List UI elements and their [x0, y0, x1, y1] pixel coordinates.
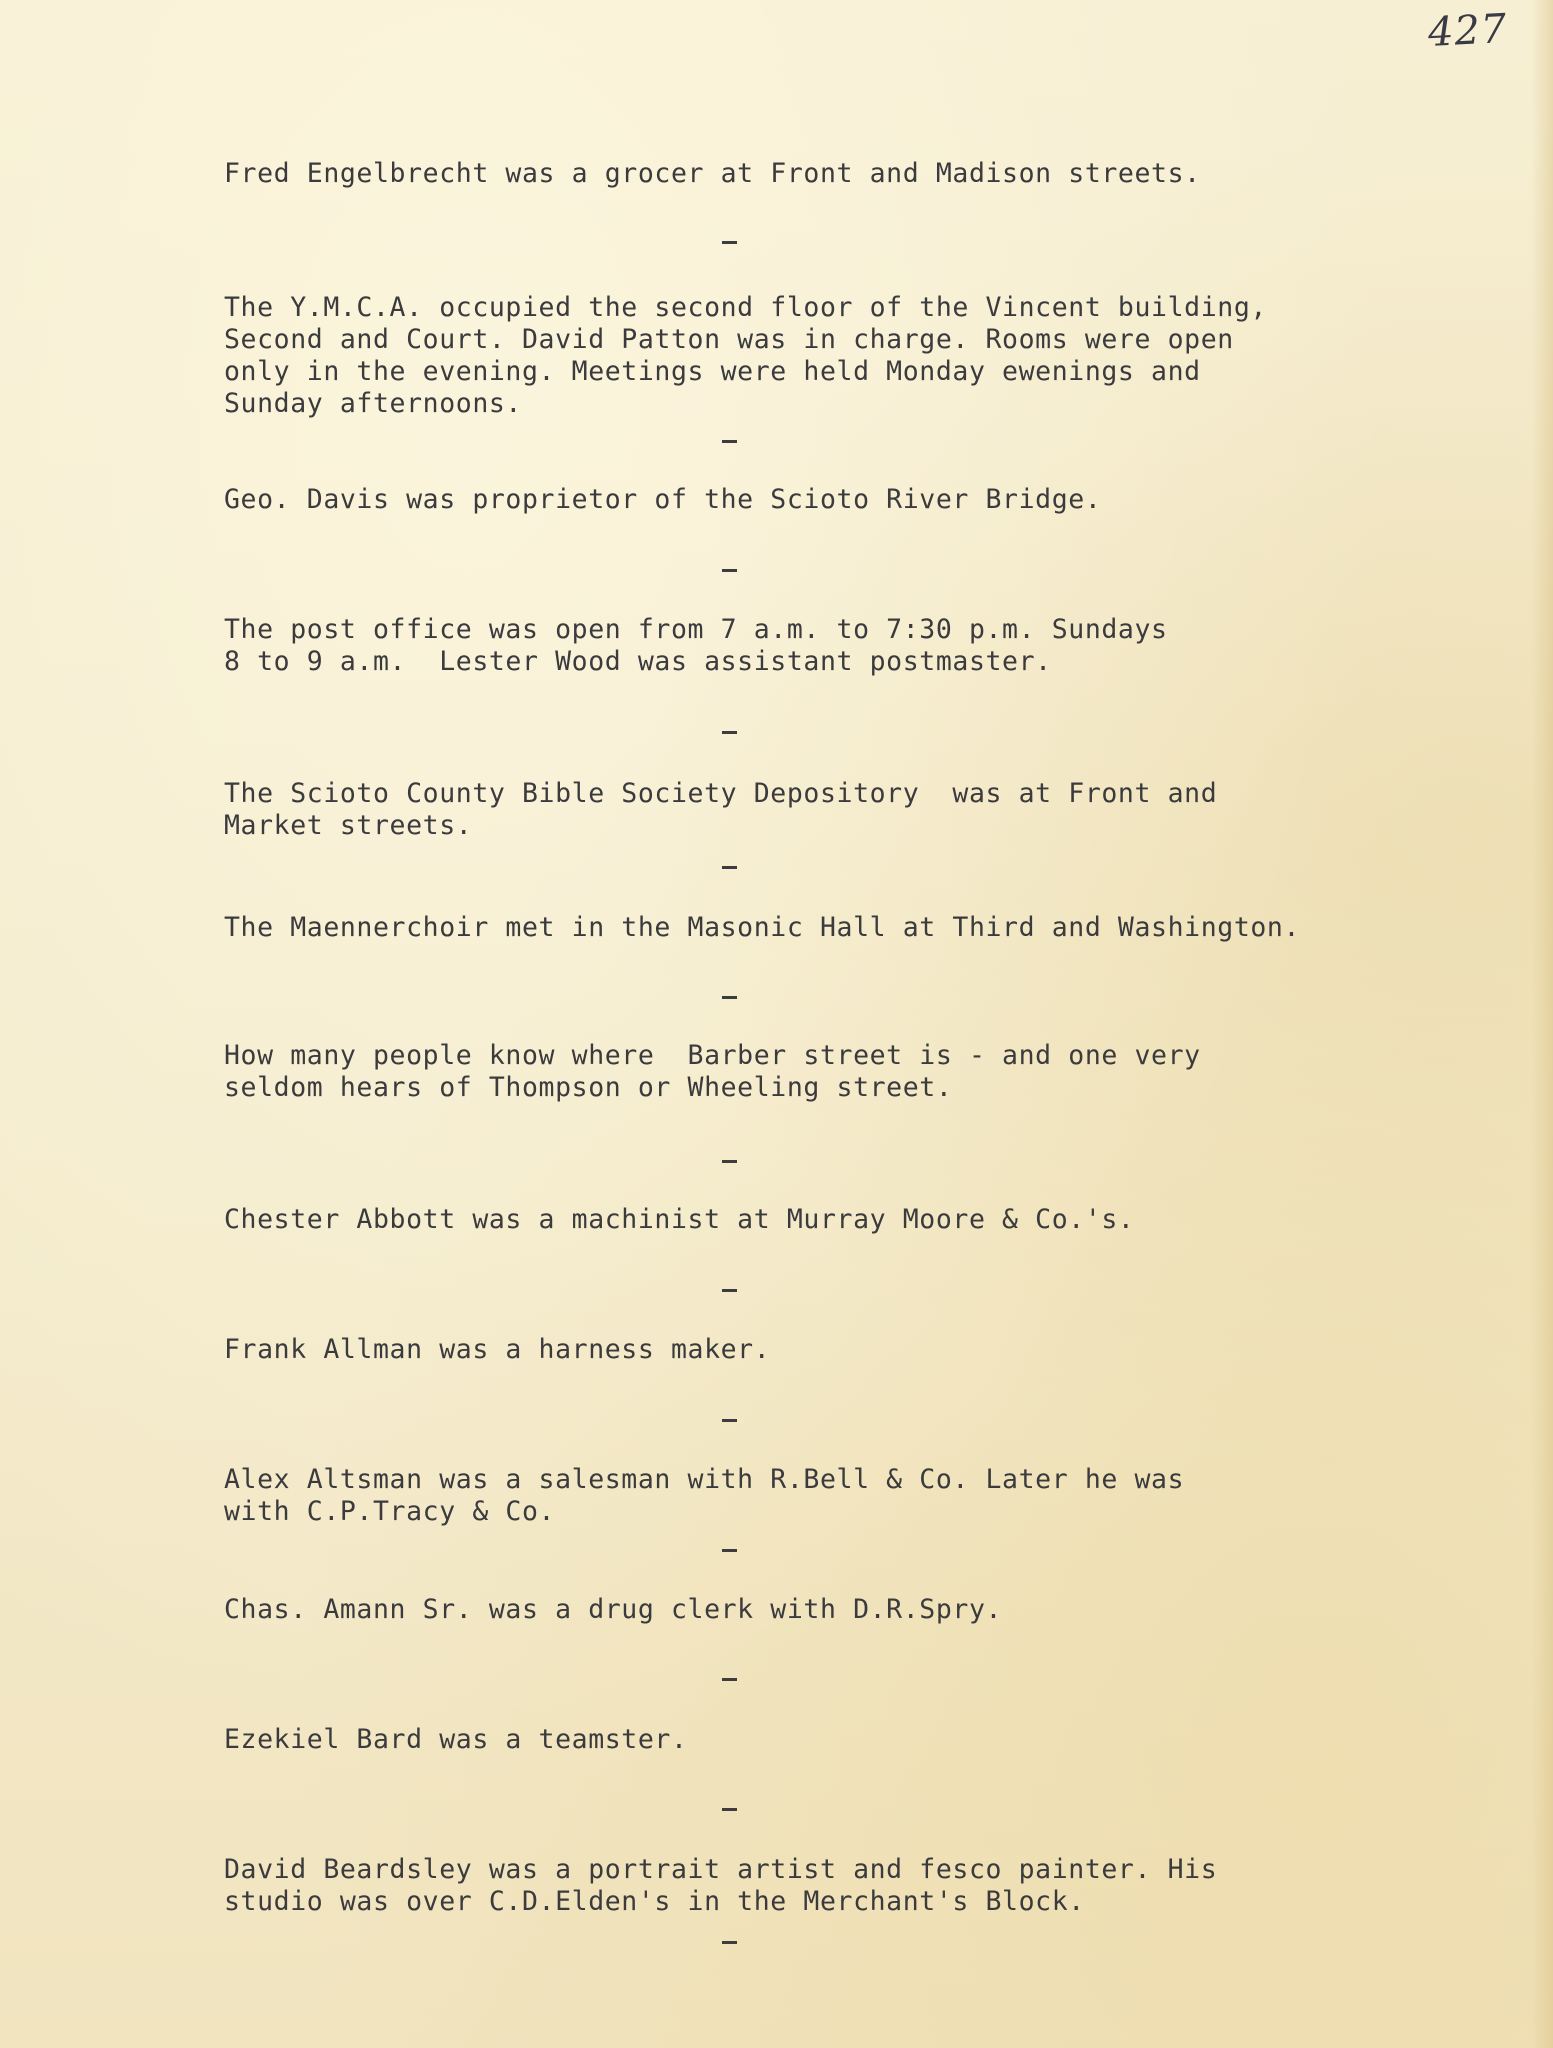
entry-7 [224, 1040, 1464, 1104]
entry-line: The post office was open from 7 a.m. to 7:30 p.m. Sundays [224, 614, 1168, 645]
separator-dash [722, 1419, 737, 1422]
entry-3 [224, 484, 1464, 516]
entry-line: Alex Altsman was a salesman with R.Bell & Co. Later he was [224, 1464, 1185, 1495]
entry-line: seldom hears of Thompson or Wheeling street. [224, 1072, 953, 1103]
entry-10 [224, 1464, 1464, 1528]
separator-dash [722, 1941, 737, 1944]
entry-line: Frank Allman was a harness maker. [224, 1334, 771, 1365]
entry-line: only in the evening. Meetings were held Monday ewenings and [224, 356, 1201, 387]
entry-line: Geo. Davis was proprietor of the Scioto River Bridge. [224, 484, 1102, 515]
page-number: 427 [1426, 5, 1509, 57]
separator-dash [722, 866, 737, 869]
separator-dash [722, 996, 737, 999]
entry-8 [224, 1204, 1464, 1236]
separator-dash [722, 1289, 737, 1292]
entry-line: studio was over C.D.Elden's in the Merchant's Block. [224, 1886, 1085, 1917]
entry-6 [224, 912, 1464, 944]
entry-line: 8 to 9 a.m. Lester Wood was assistant postmaster. [224, 646, 1052, 677]
entry-line: David Beardsley was a portrait artist and fesco painter. His [224, 1854, 1218, 1885]
entry-line: Chas. Amann Sr. was a drug clerk with D.R.Spry. [224, 1594, 1003, 1625]
separator-dash [722, 440, 737, 443]
separator-dash [722, 1160, 737, 1163]
entry-line: The Maennerchoir met in the Masonic Hall at Third and Washington. [224, 912, 1301, 943]
entry-4 [224, 614, 1464, 678]
entry-13 [224, 1854, 1464, 1918]
separator-dash [722, 241, 737, 244]
entry-11 [224, 1594, 1464, 1626]
separator-dash [722, 569, 737, 572]
entry-line: Ezekiel Bard was a teamster. [224, 1724, 688, 1755]
entry-9 [224, 1334, 1464, 1366]
entry-line: Sunday afternoons. [224, 388, 522, 419]
entry-2 [224, 292, 1464, 420]
entry-12 [224, 1724, 1464, 1756]
separator-dash [722, 731, 737, 734]
entry-line: Second and Court. David Patton was in charge. Rooms were open [224, 324, 1234, 355]
entry-line: Market streets. [224, 810, 473, 841]
entry-line: The Scioto County Bible Society Depository was at Front and [224, 778, 1218, 809]
entry-line: How many people know where Barber street is - and one very [224, 1040, 1201, 1071]
entry-line: The Y.M.C.A. occupied the second floor of the Vincent building, [224, 292, 1267, 323]
entry-line: with C.P.Tracy & Co. [224, 1496, 556, 1527]
separator-dash [722, 1549, 737, 1552]
entry-line: Fred Engelbrecht was a grocer at Front and Madison streets. [224, 158, 1201, 189]
entry-line: Chester Abbott was a machinist at Murray Moore & Co.'s. [224, 1204, 1135, 1235]
separator-dash [722, 1808, 737, 1811]
entry-5 [224, 778, 1464, 842]
entry-1 [224, 158, 1464, 190]
separator-dash [722, 1678, 737, 1681]
